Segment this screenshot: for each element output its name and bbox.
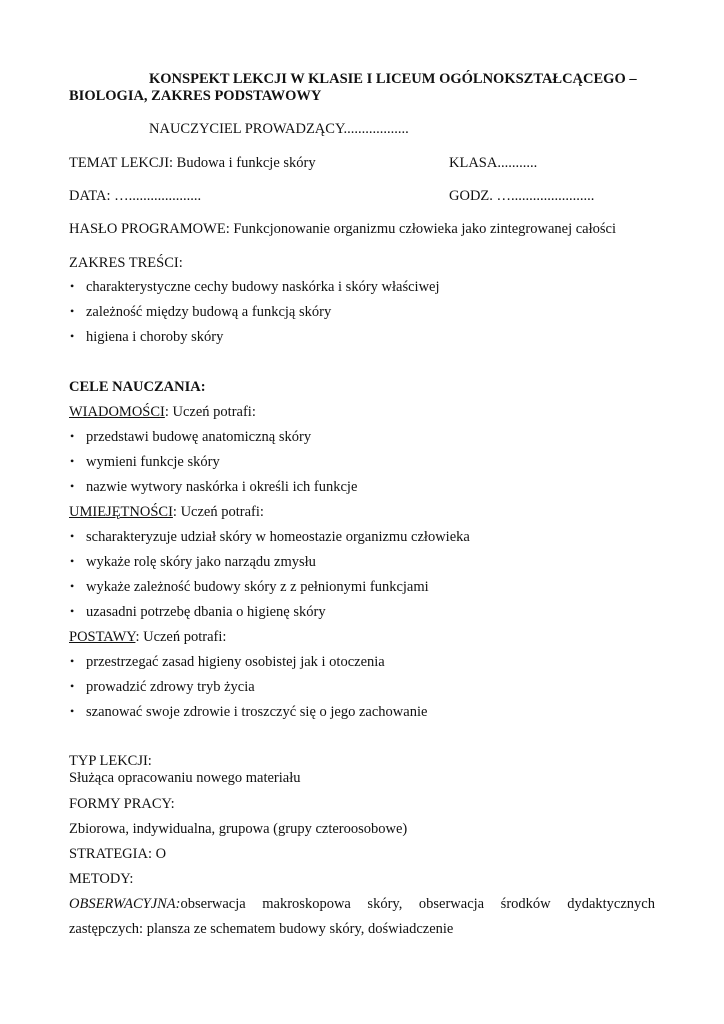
list-item: charakterystyczne cechy budowy naskórka i skóry właściwej — [86, 279, 440, 295]
list-item: scharakteryzuje udział skóry w homeostazie organizmu człowieka — [86, 529, 470, 545]
bullet: • — [70, 554, 75, 568]
obs-word: środków — [500, 896, 551, 912]
typ-value: Służąca opracowaniu nowego materiału — [69, 770, 301, 786]
title-line-1: KONSPEKT LEKCJI W KLASIE I LICEUM OGÓLNOKSZTAŁCĄCEGO – — [149, 71, 637, 87]
title-line-2: BIOLOGIA, ZAKRES PODSTAWOWY — [69, 88, 322, 104]
list-item: przedstawi budowę anatomiczną skóry — [86, 429, 312, 445]
wiadomosci-rest: : Uczeń potrafi: — [164, 404, 256, 420]
bullet: • — [70, 679, 75, 693]
zakres-heading: ZAKRES TREŚCI: — [69, 255, 183, 271]
wiadomosci-label: WIADOMOŚCI — [69, 404, 165, 420]
wiadomosci-heading — [69, 403, 256, 421]
list-item: higiena i choroby skóry — [86, 329, 224, 345]
bullet: • — [70, 704, 75, 718]
strategia-line: STRATEGIA: O — [69, 846, 167, 862]
list-item: szanować swoje zdrowie i troszczyć się o jego zachowanie — [86, 704, 428, 720]
bullet: • — [70, 604, 75, 618]
umiejetnosci-heading — [69, 503, 264, 521]
postawy-rest: : Uczeń potrafi: — [135, 629, 227, 645]
list-item: wykaże zależność budowy skóry z z pełnionymi funkcjami — [86, 579, 429, 595]
obserwacyjna-first — [69, 895, 246, 913]
list-item: nazwie wytwory naskórka i określi ich funkcje — [86, 479, 358, 495]
list-item: wykaże rolę skóry jako narządu zmysłu — [86, 554, 316, 570]
list-item: uzasadni potrzebę dbania o higienę skóry — [86, 604, 326, 620]
bullet: • — [70, 579, 75, 593]
bullet: • — [70, 479, 75, 493]
obs-word: obserwacja — [418, 896, 485, 912]
bullet: • — [70, 279, 75, 293]
obs-word: obserwacja — [180, 896, 246, 912]
umiejetnosci-label: UMIEJĘTNOŚCI — [69, 504, 173, 520]
obs-word: skóry, — [367, 896, 403, 912]
klasa-line: KLASA........... — [449, 155, 538, 171]
obserwacyjna-line-2: zastępczych: plansza ze schematem budowy skóry, doświadczenie — [69, 921, 454, 937]
obs-word: dydaktycznych — [567, 896, 655, 912]
teacher-line: NAUCZYCIEL PROWADZĄCY.................. — [149, 121, 409, 137]
bullet: • — [70, 529, 75, 543]
list-item: przestrzegać zasad higieny osobistej jak i otoczenia — [86, 654, 385, 670]
obserwacyjna-label: OBSERWACYJNA: — [69, 896, 181, 912]
formy-heading: FORMY PRACY: — [69, 796, 175, 812]
topic-line: TEMAT LEKCJI: Budowa i funkcje skóry — [69, 155, 316, 171]
postawy-label: POSTAWY — [69, 629, 136, 645]
haslo-line: HASŁO PROGRAMOWE: Funkcjonowanie organizmu człowieka jako zintegrowanej całości — [69, 221, 616, 237]
list-item: zależność między budową a funkcją skóry — [86, 304, 332, 320]
date-line: DATA: ….................... — [69, 188, 202, 204]
typ-heading: TYP LEKCJI: — [69, 753, 152, 769]
bullet: • — [70, 454, 75, 468]
list-item: prowadzić zdrowy tryb życia — [86, 679, 255, 695]
metody-line: METODY: — [69, 871, 134, 887]
formy-value: Zbiorowa, indywidualna, grupowa (grupy czteroosobowe) — [69, 821, 408, 837]
bullet: • — [70, 304, 75, 318]
bullet: • — [70, 654, 75, 668]
godz-line: GODZ. …....................... — [449, 188, 595, 204]
obserwacyjna-line — [69, 895, 655, 913]
list-item: wymieni funkcje skóry — [86, 454, 220, 470]
umiejetnosci-rest: : Uczeń potrafi: — [172, 504, 264, 520]
bullet: • — [70, 329, 75, 343]
postawy-heading — [69, 628, 226, 646]
cele-heading: CELE NAUCZANIA: — [69, 379, 206, 395]
obs-word: makroskopowa — [262, 896, 351, 912]
bullet: • — [70, 429, 75, 443]
